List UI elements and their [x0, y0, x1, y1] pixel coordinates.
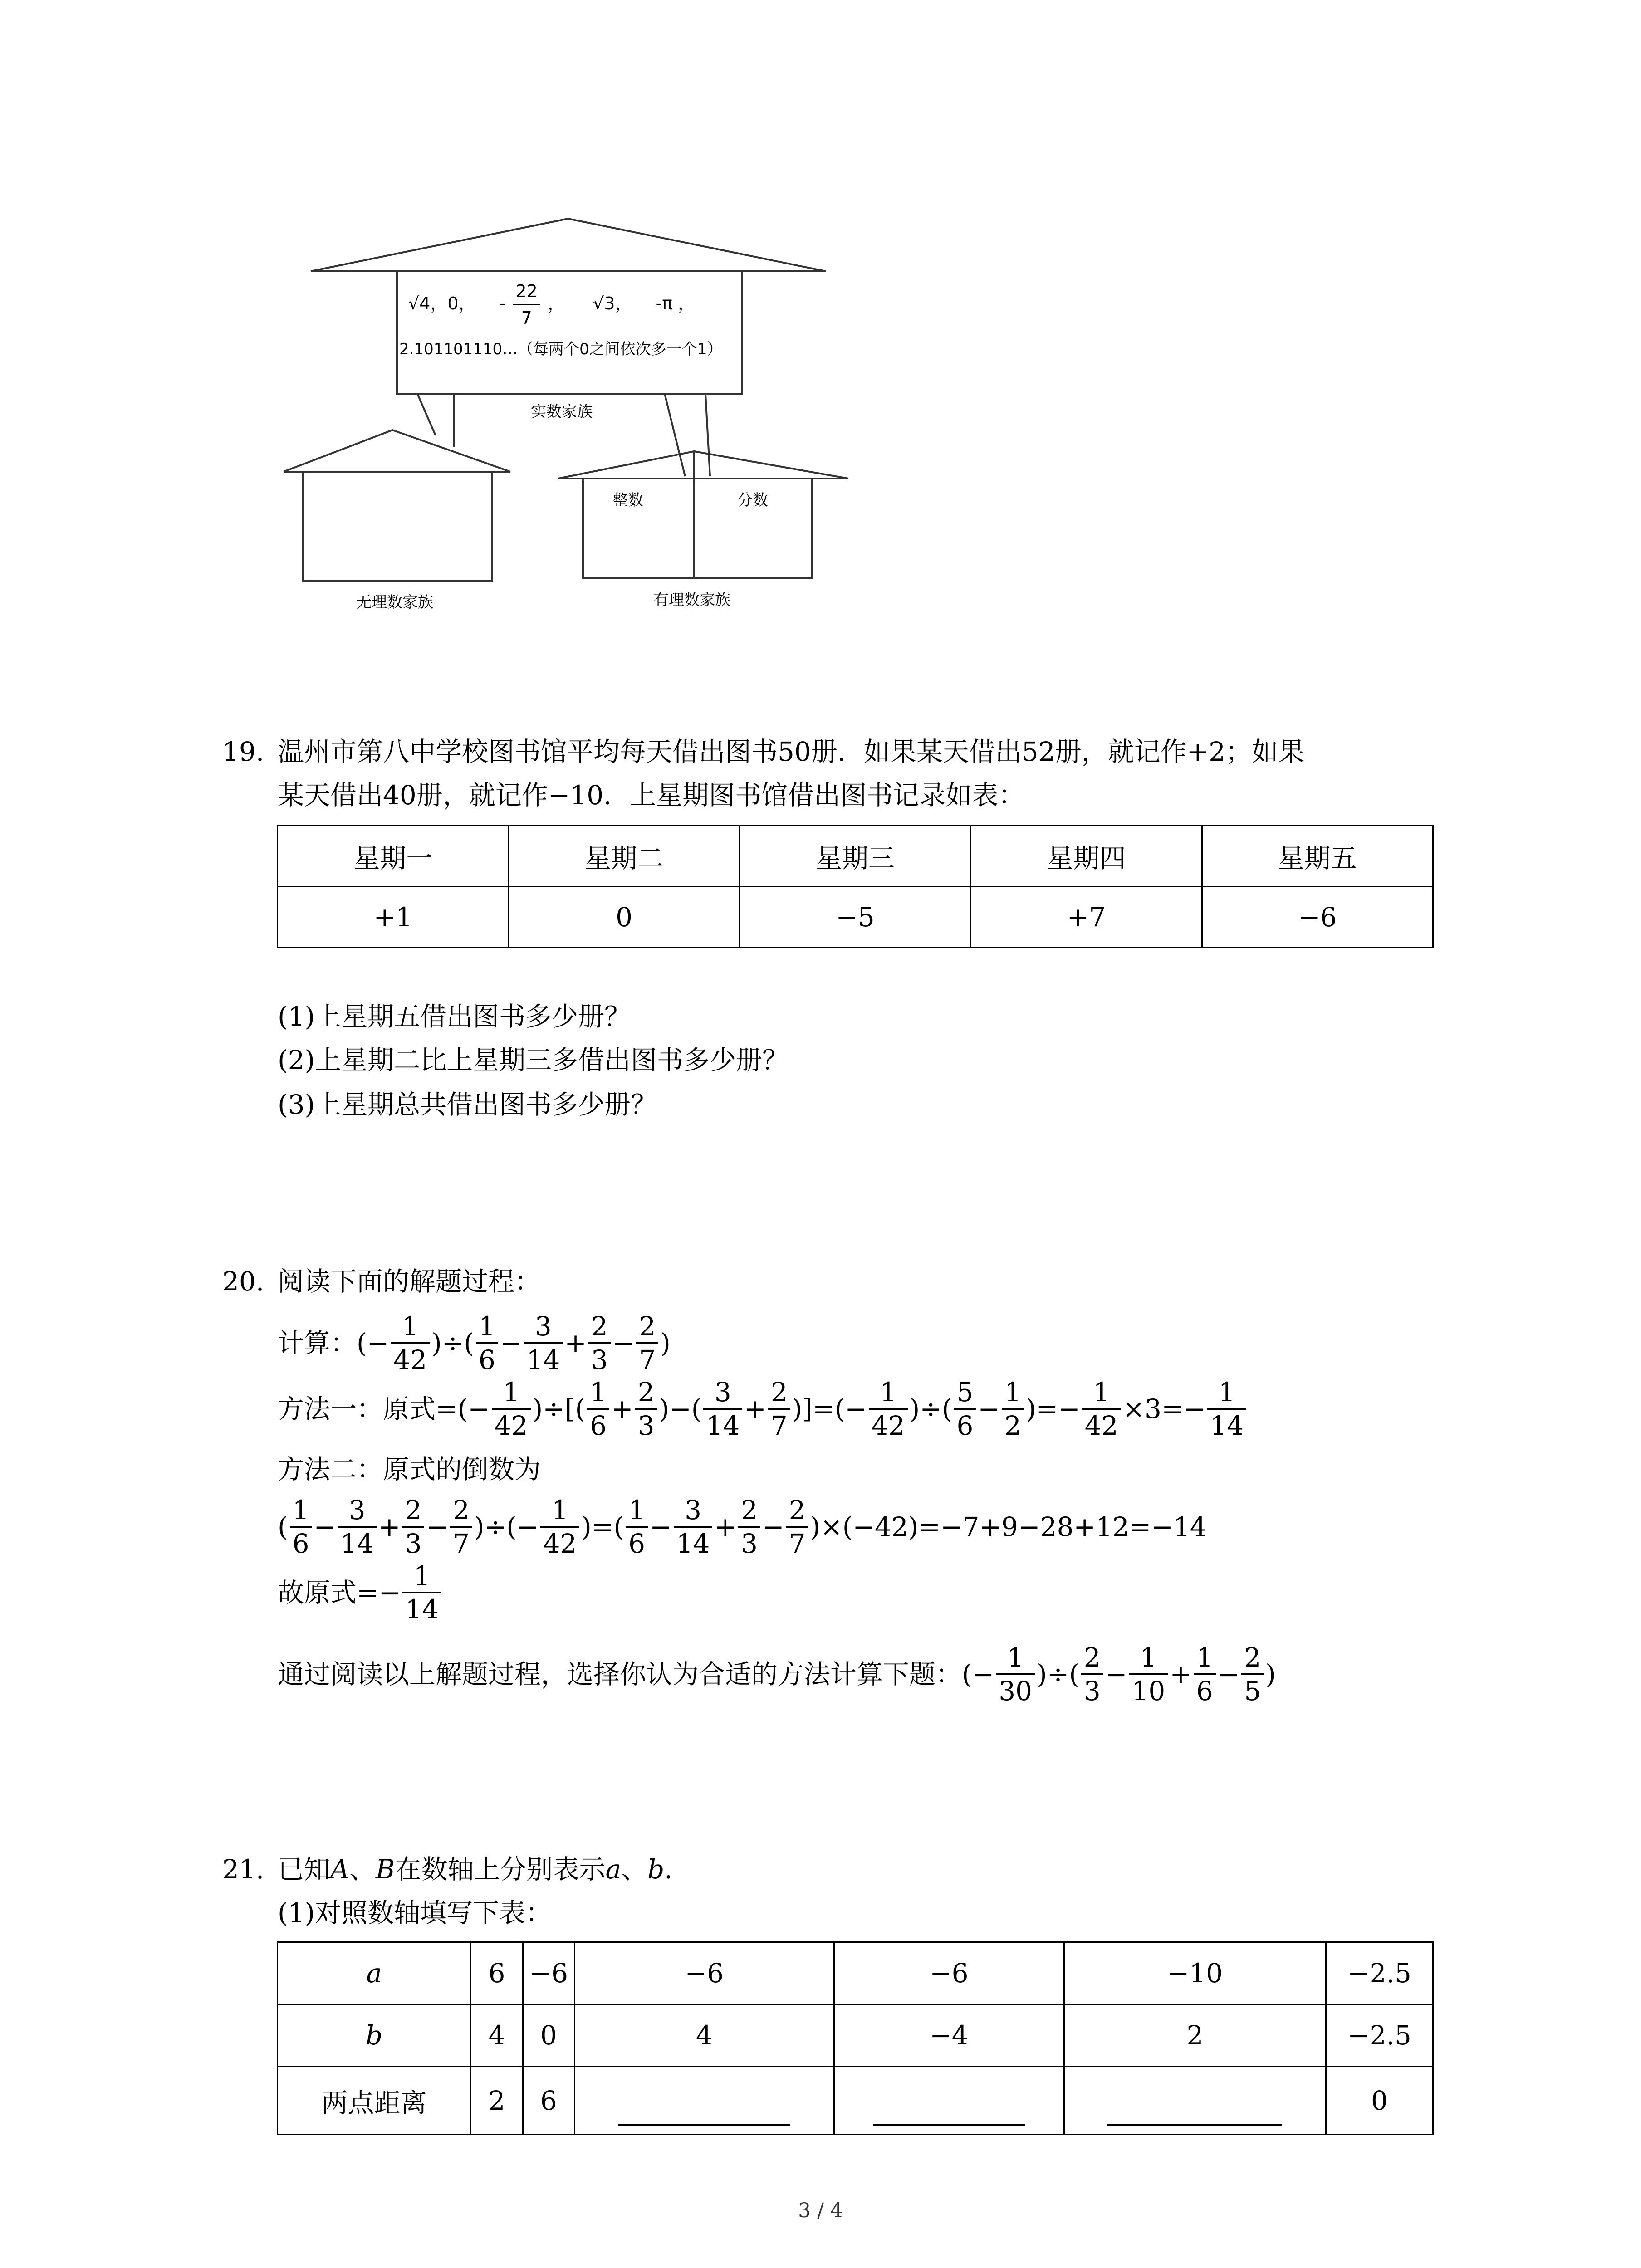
table-cell: +1 — [278, 887, 509, 948]
table-cell: 0 — [1326, 2067, 1433, 2135]
table-header: 星期五 — [1202, 826, 1433, 887]
q19-table — [277, 825, 1434, 948]
table-row — [278, 2004, 1433, 2067]
q20-intro: 阅读下面的解题过程： — [278, 1266, 541, 1297]
table-cell: −5 — [740, 887, 970, 948]
q21-number: 21. — [222, 1854, 265, 1885]
real-items-line2: 2.101101110…（每两个0之间依次多一个1） — [399, 340, 723, 358]
row-distance-label: 两点距离 — [278, 2067, 471, 2135]
q19-sub1: (1)上星期五借出图书多少册？ — [278, 1001, 631, 1032]
q19-line1: 温州市第八中学校图书馆平均每天借出图书50册．如果某天借出52册，就记作+2；如果 — [278, 736, 1305, 767]
table-row — [278, 1942, 1433, 2004]
q20-method2-label: 方法二：原式的倒数为 — [278, 1454, 541, 1485]
row-b-label: b — [278, 2004, 471, 2067]
table-cell: −2.5 — [1326, 1942, 1433, 2004]
fractions-label: 分数 — [737, 491, 768, 509]
table-cell: 0 — [509, 887, 740, 948]
table-header: 星期四 — [971, 826, 1202, 887]
q20-method2-line: ( $\frac{1}{6}$ − $\frac{3}{14}$ + $\frac{2}{3}$ − $\frac{2}{7}$ )÷(− $\frac{1}{42}$ )=( $\frac{1}{6}$ − $\frac{3}{14}$ + $\frac{2}{3}$ − $\frac{2}{7}$ )×(−42)=−7+9−28+12=−14 — [278, 1495, 1207, 1559]
table-cell: 0 — [523, 2004, 574, 2067]
table-row — [278, 826, 1433, 887]
q21-table — [277, 1941, 1434, 2135]
integers-label: 整数 — [612, 491, 643, 509]
table-header: 星期二 — [509, 826, 740, 887]
table-cell: −6 — [1202, 887, 1433, 948]
table-header: 星期一 — [278, 826, 509, 887]
table-cell: 6 — [523, 2067, 574, 2135]
answer-blank[interactable] — [574, 2067, 834, 2135]
table-cell: 2 — [471, 2067, 523, 2135]
q20-task-line: 通过阅读以上解题过程，选择你认为合适的方法计算下题：(− $\frac{1}{30}$ )÷( $\frac{2}{3}$ − $\frac{1}{10}$ + $\frac{1}{6}$ − $\frac{2}{5}$ ) — [278, 1642, 1276, 1706]
table-cell: 4 — [574, 2004, 834, 2067]
table-cell: −6 — [834, 1942, 1064, 2004]
irrational-family-label: 无理数家族 — [356, 593, 433, 611]
q21-line1: 已知A、B在数轴上分别表示a、b． — [278, 1854, 691, 1885]
q20-number: 20. — [222, 1266, 265, 1297]
real-family-label: 实数家族 — [531, 403, 593, 421]
answer-blank[interactable] — [834, 2067, 1064, 2135]
table-header: 星期三 — [740, 826, 970, 887]
page-number: 3 / 4 — [798, 2199, 843, 2222]
table-cell: −4 — [834, 2004, 1064, 2067]
table-cell: −6 — [523, 1942, 574, 2004]
table-cell: +7 — [971, 887, 1202, 948]
q20-calc-line: 计算：(− $\frac{1}{42}$ )÷( $\frac{1}{6}$ − $\frac{3}{14}$ + $\frac{2}{3}$ − $\frac{2}{7}$ ) — [278, 1311, 671, 1375]
q19-sub2: (2)上星期二比上星期三多借出图书多少册？ — [278, 1045, 789, 1075]
q19-sub3: (3)上星期总共借出图书多少册？ — [278, 1089, 657, 1120]
real-items-line1: √4，0， - $\frac{22}{7}$ ， √3， -π ， — [408, 281, 696, 328]
row-a-label: a — [278, 1942, 471, 2004]
table-cell: −6 — [574, 1942, 834, 2004]
table-row — [278, 2067, 1433, 2135]
q20-conclusion-line: 故原式=− $\frac{1}{14}$ — [278, 1563, 443, 1623]
table-cell: 4 — [471, 2004, 523, 2067]
table-cell: 6 — [471, 1942, 523, 2004]
table-cell: −2.5 — [1326, 2004, 1433, 2067]
rational-family-label: 有理数家族 — [653, 591, 730, 609]
table-row — [278, 887, 1433, 948]
number-family-diagram — [263, 213, 871, 611]
q20-method1-line: 方法一：原式=(− $\frac{1}{42}$ )÷[( $\frac{1}{6}$ + $\frac{2}{3}$ )−( $\frac{3}{14}$ + $\frac{2}{7}$ )]=(− $\frac{1}{42}$ )÷( $\frac{5}{6}$ − $\frac{1}{2}$ )=− $\frac{1}{42}$ ×3=− $\frac{1}{14}$ — [278, 1379, 1248, 1439]
q21-sub1: (1)对照数轴填写下表： — [278, 1897, 552, 1928]
q19-number: 19. — [222, 736, 265, 767]
table-cell: 2 — [1064, 2004, 1326, 2067]
table-cell: −10 — [1064, 1942, 1326, 2004]
q19-line2: 某天借出40册，就记作−10．上星期图书馆借出图书记录如表： — [278, 780, 1025, 811]
answer-blank[interactable] — [1064, 2067, 1326, 2135]
